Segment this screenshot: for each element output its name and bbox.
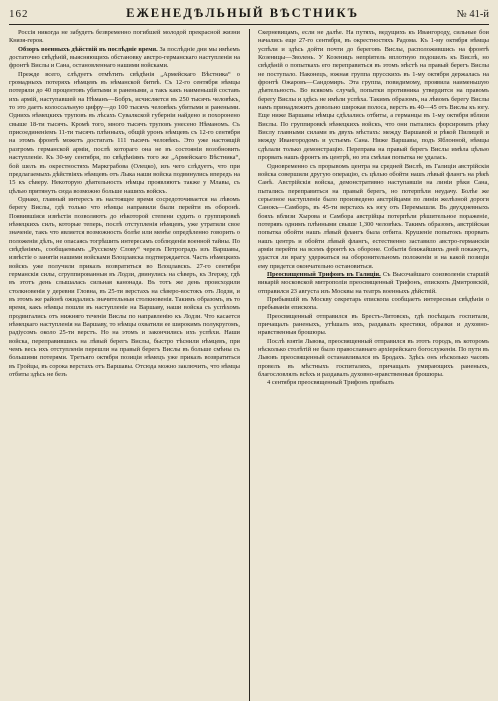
paragraph <box>9 46 240 71</box>
section-heading: Преосвященный Трифонъ въ Галиціи. <box>267 270 381 278</box>
section-heading: Обзоръ военныхъ дѣйствій въ послѣдніе время. <box>18 45 158 53</box>
paragraph: Скерневицамъ, если не далѣе. На путяхъ, ведущихъ къ Ивангороду, сильные бои начались еще 27-го сентября, въ окрестностяхъ Радома. Къ 1-му октября нѣмцы успѣли и здѣсь дойти почти до береговъ Вислы, расположившись на фронтѣ Козеницы—Зволень. У Козеницъ непріятель вплотную подошелъ къ Вислѣ, но свѣдѣній о попыткахъ его переправиться въ этомъ мѣстѣ на правый берегъ Вислы не поступало. Наконецъ, южная группа прусскихъ въ 1-му октября держалась на фронтѣ Ожаровъ—Сандомиръ. Эта группа, повидимому, проявила наименьшую дѣятельность. Во всякомъ случаѣ, попытки противника утвердится на правомъ берегу Вислы и здѣсь не имѣли успѣха. Такимъ образомъ, на лѣвомъ берегу Вислы намъ принадлежитъ довольно широкая полоса, верстъ въ 40—45 отъ Вислы къ югу. Еще ниже Варшавы нѣмцы сдѣлались отбиты, а германцы въ 1-му октября вблизи Вислы. По группировкѣ нѣмецкихъ войскъ, что они пытались форсировать рѣку Вислу главными силами въ двухъ мѣстахъ: между Варшавой и рѣкой Пилицей и между Ивангородомъ и устьемъ Сана. Ниже Варшавы, подъ Яблонной, нѣмцы сдѣлали только демонстрацію. Переправа на правый берегъ Вислы имѣла цѣлью прорвать нашъ фронтъ въ центрѣ, но эта смѣлая попытка не удалась. <box>258 29 489 162</box>
paragraph-text: За послѣдніе дни мы имѣемъ достаточно свѣдѣній, выясняющихъ обстановку австро-германскаго наступленія на фронтѣ Вислы и Сана, остановленнаго нашими войсками. <box>9 45 240 70</box>
page-number: 162 <box>9 8 29 20</box>
left-column <box>9 29 240 701</box>
paragraph: Одновременно съ прорывомъ центра на средней Вислѣ, въ Галиціи австрійскія войска совершили другую операцію, съ цѣлью обойти нашъ лѣвый флангъ на рѣкѣ Санѣ. Австрійскія войска, демонстративно наступавшія на линіи рѣки Сана, пытались переправиться на правый берегъ, но потерпѣли неудачу. Болѣе же серьезное наступленіе было произведено австрійцами по линіи желѣзной дороги Санокъ—Самборъ, въ 45-ти верстахъ къ югу отъ Перемышля. Въ двухдневныхъ бояхъ вблизи Хырова и Самбора австрійцы потерпѣли рѣшительное пораженіе, потерявъ однимъ плѣнными свыше 1,300 человѣкъ. Такимъ образомъ, австрійская попытка обойти нашъ лѣвый флангъ была отбита. Крушеніе попытокъ прорвать нашъ центръ и обойти лѣвый флангъ, естественно заставило австро-германскія арміи перейти на всемъ фронтѣ къ обороне. Событія ближайшихъ дней покажутъ, удастся ли врагу удержаться на оборонительномъ положеніи и на какой позиціи ему придется окончательно остановиться. <box>258 162 489 270</box>
paragraph: Россія никогда не забудетъ безвременно погибшей молодой прекрасной жизни Князя-героя. <box>9 29 240 45</box>
paragraph: Прибывшій въ Москву секретарь епископа сообщаетъ интересныя свѣдѣнія о пребываніи епископа. <box>258 296 489 312</box>
paragraph: Преосвященный отправился въ Брестъ-Литовскъ, гдѣ посѣщалъ госпитали, причащалъ раненыхъ, утѣшалъ ихъ, раздавалъ крестики, образки и духовно-нравственныя брошюры. <box>258 312 489 337</box>
paragraph: 4 сентября преосвященный Трифонъ прибылъ <box>267 379 394 387</box>
paragraph: Прежде всего, слѣдуетъ отмѣтить свѣдѣнія „Армейскаго Вѣстника“ о громадныхъ потеряхъ нѣмцевъ въ нѣманской битвѣ. Съ 12-го сентября нѣмцы потеряли до 40 процентовъ убитыми и ранеными, а такъ какъ наименьшій составъ ихъ армій, наступавшей на Нѣманъ—Бобръ, исчисляется въ 250 тысячъ человѣкъ, то это даетъ колоссальную цифру—до 100 тысячъ человѣкъ убитыми и ранеными. Однихъ нѣмецкихъ труповъ въ лѣсахъ Сувалкской губерніи найдено и похоронено свыше 18-ти тысячъ. Кромѣ того, много тысячъ труповъ унесено Нѣманомъ. Съ присоединеніемъ 11-ти тысячъ плѣнныхъ, общій уронъ нѣмцевъ съ 12-го сентября на этомъ фронтѣ можетъ достигать 111 тысячъ человѣкъ. Это уже настоящій разгромъ германской арміи, послѣ котораго она не въ состояніи возобновить наступленіе. Къ 30-му сентября, по свѣдѣніямъ того же „Армейскаго Вѣстника“, бой шелъ въ окрестностяхъ Маркграбова (Олецко), изъ чего слѣдуетъ, что при предлагаемыхъ дѣйствіяхъ нѣмцевъ отъ Лыка наши войска подвинулись впередъ на 15 къ сѣверу. Некоторую дѣятельность нѣмцы проявляютъ также у Млавы, съ цѣлью притянуть сюда возможно больше нашихъ войскъ. <box>9 70 240 195</box>
publication-title: ЕЖЕНЕДѢЛЬНЫЙ ВѢСТНИКЪ <box>126 6 360 20</box>
right-column <box>258 29 489 701</box>
text-columns <box>9 29 489 701</box>
paragraph: Послѣ взятія Львова, преосвященный отправился въ этотъ городъ, въ которомъ нѣсколько столѣтій не было православнаго архіерейскаго богослуженія. По пути въ Львовъ преосвященный останавливался въ Бродахъ. Здѣсь онъ нѣсколько часовъ провелъ въ мѣстныхъ госпиталяхъ, причащалъ умирающихъ раненыхъ, благословлялъ всѣхъ и раздавалъ духовно-нравственныя брошюры. <box>258 337 489 379</box>
issue-number: № 41-й <box>456 9 489 20</box>
paragraph <box>258 271 489 296</box>
column-divider <box>249 29 250 701</box>
page-header <box>9 6 489 25</box>
paragraph: Однако, главный интересъ въ настоящее время сосредоточивается на лѣвомъ берегу Вислы, гдѣ только что нѣмцы направили были перейти въ оборонѣ. Появившіяся извѣстія позволяютъ до нѣкоторой степени судить о группировкѣ нѣмецкихъ силъ, которые теперь, послѣ отступленія нѣмцевъ, уже утратили свое значеніе, такъ что является возможность болѣе или менѣе опредѣленно говорить о положеніи дѣлъ, не опасаясь тогрѣшить интересамъ соблюденія военной тайны. По свѣдѣніямъ, сообщаемымъ „Русскому Слову“ черезъ Петроградъ изъ Варшавы, извѣстіе о занятіи нашими войсками Влоцлавска подтверждается. Часть нѣмецкихъ войскъ уже получили приказъ возвратиться во Влоцлавскъ. 27-го сентября германскія силы, сгруппированныя въ Лодзи, двинулись на сѣверъ, къ Згержу, гдѣ въ этотъ день слышалась сильная канонада. Въ тотъ же день происходили столкновенія у деревни Гловна, въ 25-ти верстахъ на сѣверо-востокъ отъ Лодзи, и въ этомъ же районѣ ожидались значительныя столкновенія. Такимъ образомъ, въ то время, какъ нѣмцы пошли въ наступленіе на Варшаву, наши войска съ успѣхомъ продвигались отъ нижняго теченія Вислы по направленію къ Лодзи. Что касается нѣмецкаго наступленія на Варшаву, то нѣмцы охватили ее широкимъ полукругомъ, радіусомъ около 25-ти верстъ. Но на этомъ и закончились ихъ успѣхи. Наши войска, переправившись на лѣвый берегъ Вислы, быстро тѣснили нѣмцевъ, при чемъ весь ихъ отступленія перешли на правый берегъ Вислы въ больше смѣны съ большими потерями. Третьяго октября позиціи нѣмецъ уже приказъ возвратиться въ Гройцы, въ сорока верстахъ отъ Варшавы. Отсюда можно заключить, что нѣмцы отбиты здѣсь не безъ <box>9 195 240 379</box>
paragraph-text: Съ Высочайшаго соизволенія старшій викарій московской митрополіи преосвященный Трифонъ, епископъ Дмитровскій, отправился 23 августа изъ Москвы на театръ военныхъ дѣйствій. <box>258 270 489 295</box>
